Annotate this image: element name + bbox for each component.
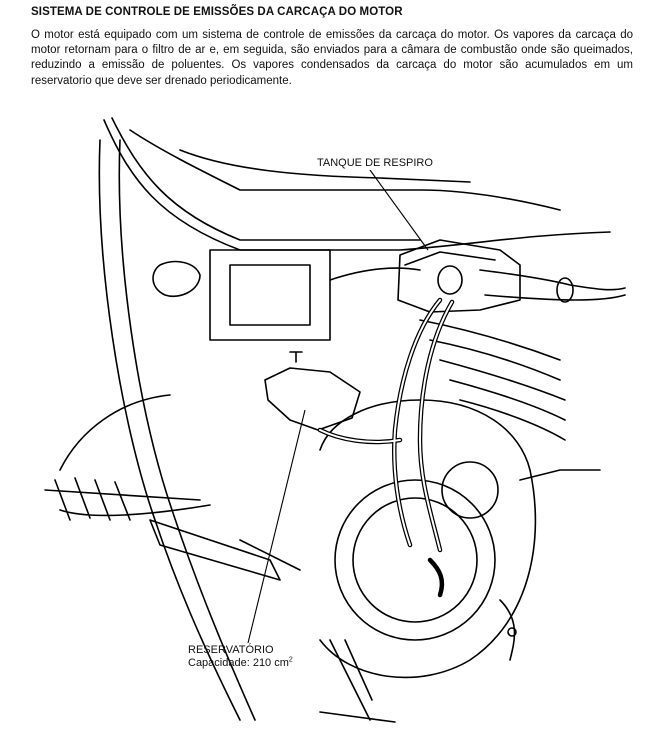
- engine-clutch-cover: [335, 480, 495, 640]
- intro-paragraph: O motor está equipado com um sistema de controle de emissões da carcaça do motor. Os vapores da carcaça do motor retornam para o filtro de ar e, em seguida, são enviados para a câmara de combustão onde são queimados, reduzindo a emissão de poluentes. Os vapores condensados da carcaça do motor são acumulados em um reservatorio que deve ser drenado periodicamente.: [31, 29, 633, 87]
- engine-illustration: [0, 110, 657, 740]
- page-title: SISTEMA DE CONTROLE DE EMISSÕES DA CARCAÇA DO MOTOR: [31, 6, 403, 18]
- leader-reservoir: [248, 410, 305, 643]
- label-reservoir-title: RESERVATÓRIO: [188, 644, 274, 656]
- label-reservoir: [187, 644, 294, 670]
- label-reservoir-capacity: Capacidade: 210 $cm^2$: [188, 656, 293, 669]
- breather-tank-shape: [398, 240, 520, 312]
- frame-tube-upper: [104, 120, 610, 250]
- label-breather-tank: TANQUE DE RESPIRO: [317, 157, 433, 169]
- reservoir-shape: [265, 368, 360, 430]
- leader-tank: [370, 170, 428, 250]
